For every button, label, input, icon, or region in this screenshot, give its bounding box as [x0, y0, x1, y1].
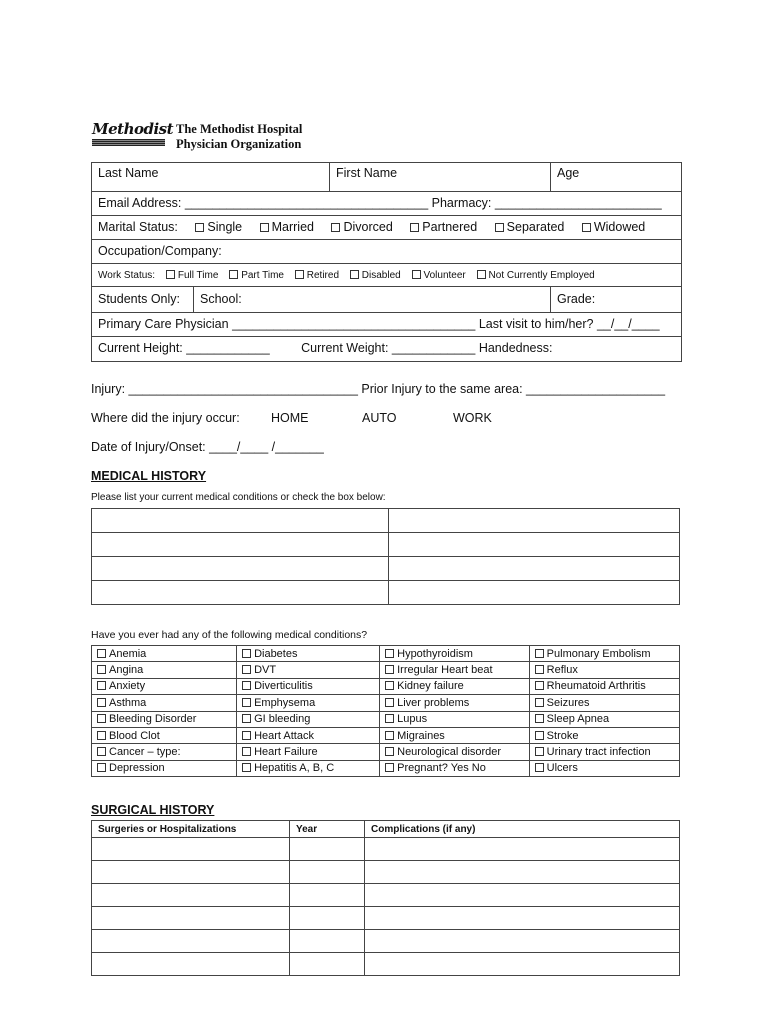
checkbox-icon[interactable]	[535, 763, 544, 772]
table-row	[92, 930, 680, 953]
complications-cell[interactable]	[365, 953, 680, 976]
checkbox-icon[interactable]	[535, 714, 544, 723]
condition-row	[92, 678, 680, 694]
checkbox-icon[interactable]	[535, 665, 544, 674]
condition-option[interactable]	[237, 695, 380, 711]
medical-history-instruction: Please list your current medical conditions or check the box below:	[91, 492, 386, 503]
condition-option[interactable]	[237, 646, 380, 662]
logo-org-line2: Physician Organization	[176, 137, 302, 151]
year-cell[interactable]	[290, 907, 365, 930]
height-field[interactable]: Current Height: ____________	[98, 341, 270, 355]
students-only-label: Students Only:	[98, 292, 180, 306]
marital-option-partnered[interactable]: Partnered	[410, 220, 477, 234]
year-cell[interactable]	[290, 884, 365, 907]
marital-option-married[interactable]: Married	[260, 220, 314, 234]
year-cell[interactable]	[290, 838, 365, 861]
complications-cell[interactable]	[365, 861, 680, 884]
logo-org-line1: The Methodist Hospital	[176, 122, 303, 136]
marital-option-divorced[interactable]: Divorced	[331, 220, 392, 234]
checkbox-icon[interactable]	[97, 698, 106, 707]
checkbox-icon[interactable]	[166, 270, 175, 279]
condition-label: Reflux	[546, 664, 578, 677]
condition-label: Urinary tract infection	[546, 746, 651, 759]
condition-row	[92, 727, 680, 743]
condition-option[interactable]	[237, 727, 380, 743]
condition-label: Migraines	[397, 729, 445, 742]
condition-label: Sleep Apnea	[546, 713, 610, 726]
condition-row	[92, 760, 680, 776]
checkbox-icon[interactable]	[242, 665, 251, 674]
condition-label: Cancer – type:	[109, 746, 181, 759]
checkbox-icon[interactable]	[229, 270, 238, 279]
checkbox-icon[interactable]	[242, 747, 251, 756]
last-name-field[interactable]: Last Name	[98, 166, 159, 180]
table-row	[92, 581, 680, 605]
first-name-field[interactable]: First Name	[329, 163, 550, 191]
condition-cell[interactable]	[389, 509, 680, 533]
column-header-year: Year	[290, 821, 365, 838]
weight-handedness-field[interactable]: Current Weight: ____________ Handedness:	[301, 341, 553, 355]
condition-label: GI bleeding	[254, 713, 311, 726]
condition-label: Pulmonary Embolism	[546, 647, 651, 660]
condition-option[interactable]	[529, 678, 679, 694]
location-auto[interactable]: AUTO	[362, 411, 397, 425]
checkbox-icon[interactable]	[410, 223, 419, 232]
surgical-history-table	[91, 820, 680, 976]
condition-option[interactable]	[380, 695, 530, 711]
checkbox-icon[interactable]	[412, 270, 421, 279]
condition-label: DVT	[254, 664, 277, 677]
marital-option-separated[interactable]: Separated	[495, 220, 565, 234]
location-home[interactable]: HOME	[271, 411, 309, 425]
condition-option[interactable]	[92, 678, 237, 694]
checkbox-icon[interactable]	[195, 223, 204, 232]
name-row	[92, 163, 681, 192]
condition-option[interactable]	[92, 695, 237, 711]
surgical-history-title: SURGICAL HISTORY	[91, 803, 215, 817]
checkbox-icon[interactable]	[242, 698, 251, 707]
checkbox-icon[interactable]	[535, 698, 544, 707]
checkbox-icon[interactable]	[331, 223, 340, 232]
complications-cell[interactable]	[365, 907, 680, 930]
condition-option[interactable]	[380, 711, 530, 727]
condition-cell[interactable]	[92, 557, 389, 581]
logo-org-name	[176, 122, 302, 152]
condition-label: Emphysema	[254, 696, 316, 709]
condition-option[interactable]	[529, 646, 679, 662]
condition-option[interactable]	[237, 711, 380, 727]
checkbox-icon[interactable]	[242, 763, 251, 772]
logo-brand: Methodist	[92, 120, 174, 138]
checkbox-icon[interactable]	[97, 665, 106, 674]
table-row	[92, 861, 680, 884]
checkbox-icon[interactable]	[535, 731, 544, 740]
conditions-checklist	[91, 645, 680, 777]
condition-cell[interactable]	[389, 557, 680, 581]
condition-option[interactable]	[380, 662, 530, 678]
condition-cell[interactable]	[92, 509, 389, 533]
table-row	[92, 907, 680, 930]
current-conditions-table	[91, 508, 680, 605]
surgery-cell[interactable]	[92, 861, 290, 884]
checkbox-icon[interactable]	[97, 649, 106, 658]
work-status-row	[92, 264, 681, 287]
condition-label: Stroke	[546, 729, 579, 742]
checkbox-icon[interactable]	[385, 731, 394, 740]
complications-cell[interactable]	[365, 838, 680, 861]
condition-label: Irregular Heart beat	[397, 664, 493, 677]
surgery-cell[interactable]	[92, 953, 290, 976]
condition-label: Diabetes	[254, 647, 298, 660]
condition-label: Neurological disorder	[397, 746, 502, 759]
condition-label: Asthma	[109, 696, 147, 709]
students-row	[92, 287, 681, 313]
checkbox-icon[interactable]	[97, 747, 106, 756]
checkbox-icon[interactable]	[97, 763, 106, 772]
condition-row	[92, 711, 680, 727]
condition-option[interactable]	[529, 711, 679, 727]
pcp-row[interactable]: Primary Care Physician ___________________________________ Last visit to him/her? __/__/____	[92, 313, 681, 337]
condition-option[interactable]	[237, 760, 380, 776]
year-cell[interactable]	[290, 861, 365, 884]
injury-date-line[interactable]: Date of Injury/Onset: ____/____ /_______	[91, 440, 324, 454]
condition-label: Diverticulitis	[254, 680, 313, 693]
table-row	[92, 838, 680, 861]
condition-row	[92, 695, 680, 711]
location-work[interactable]: WORK	[453, 411, 492, 425]
condition-option[interactable]	[380, 760, 530, 776]
grade-field[interactable]: Grade:	[550, 287, 681, 312]
table-row	[92, 533, 680, 557]
checkbox-icon[interactable]	[385, 665, 394, 674]
condition-option[interactable]	[380, 646, 530, 662]
checkbox-icon[interactable]	[582, 223, 591, 232]
work-option-disabled[interactable]: Disabled	[350, 270, 401, 281]
condition-row	[92, 744, 680, 760]
condition-label: Hepatitis A, B, C	[254, 762, 335, 775]
condition-cell[interactable]	[389, 581, 680, 605]
checkbox-icon[interactable]	[260, 223, 269, 232]
hospital-logo	[92, 120, 312, 152]
checkbox-icon[interactable]	[495, 223, 504, 232]
complications-cell[interactable]	[365, 930, 680, 953]
table-header-row	[92, 821, 680, 838]
condition-option[interactable]	[92, 662, 237, 678]
checkbox-icon[interactable]	[350, 270, 359, 279]
work-option-volunteer[interactable]: Volunteer	[412, 270, 466, 281]
condition-option[interactable]	[529, 760, 679, 776]
work-option-part-time[interactable]: Part Time	[229, 270, 284, 281]
surgery-cell[interactable]	[92, 884, 290, 907]
condition-option[interactable]	[529, 662, 679, 678]
marital-option-single[interactable]: Single	[195, 220, 242, 234]
checkbox-icon[interactable]	[97, 731, 106, 740]
age-field[interactable]: Age	[550, 163, 681, 191]
condition-option[interactable]	[380, 744, 530, 760]
condition-label: Heart Failure	[254, 746, 318, 759]
work-option-not-employed[interactable]: Not Currently Employed	[477, 270, 595, 281]
checkbox-icon[interactable]	[242, 681, 251, 690]
occupation-row[interactable]: Occupation/Company:	[92, 240, 681, 264]
condition-option[interactable]	[92, 744, 237, 760]
condition-option[interactable]	[92, 646, 237, 662]
condition-option[interactable]	[529, 744, 679, 760]
condition-label: Lupus	[397, 713, 428, 726]
condition-label: Anxiety	[109, 680, 146, 693]
work-option-full-time[interactable]: Full Time	[166, 270, 219, 281]
checkbox-icon[interactable]	[97, 714, 106, 723]
year-cell[interactable]	[290, 930, 365, 953]
injury-line[interactable]: Injury: _________________________________ Prior Injury to the same area: ____________________	[91, 382, 666, 396]
checkbox-icon[interactable]	[385, 747, 394, 756]
table-row	[92, 884, 680, 907]
work-status-label: Work Status:	[98, 270, 156, 281]
surgery-cell[interactable]	[92, 907, 290, 930]
email-pharmacy-row[interactable]: Email Address: ___________________________________ Pharmacy: ________________________	[92, 192, 681, 216]
condition-label: Kidney failure	[397, 680, 464, 693]
work-option-retired[interactable]: Retired	[295, 270, 339, 281]
checkbox-icon[interactable]	[477, 270, 486, 279]
condition-label: Blood Clot	[109, 729, 160, 742]
condition-cell[interactable]	[92, 581, 389, 605]
condition-label: Hypothyroidism	[397, 647, 473, 660]
condition-label: Pregnant? Yes No	[397, 762, 486, 775]
injury-location-question: Where did the injury occur:	[91, 411, 240, 425]
surgery-cell[interactable]	[92, 930, 290, 953]
condition-option[interactable]	[92, 711, 237, 727]
condition-cell[interactable]	[92, 533, 389, 557]
checkbox-icon[interactable]	[535, 649, 544, 658]
column-header-complications: Complications (if any)	[365, 821, 680, 838]
condition-option[interactable]	[529, 727, 679, 743]
condition-label: Liver problems	[397, 696, 470, 709]
complications-cell[interactable]	[365, 884, 680, 907]
condition-row	[92, 662, 680, 678]
table-row	[92, 509, 680, 533]
condition-label: Rheumatoid Arthritis	[546, 680, 646, 693]
marital-option-widowed[interactable]: Widowed	[582, 220, 645, 234]
condition-option[interactable]	[237, 678, 380, 694]
year-cell[interactable]	[290, 953, 365, 976]
condition-label: Bleeding Disorder	[109, 713, 197, 726]
condition-option[interactable]	[237, 662, 380, 678]
checkbox-icon[interactable]	[535, 681, 544, 690]
marital-status-row	[92, 216, 681, 240]
condition-row	[92, 646, 680, 662]
condition-option[interactable]	[380, 727, 530, 743]
surgery-cell[interactable]	[92, 838, 290, 861]
checkbox-icon[interactable]	[385, 763, 394, 772]
condition-option[interactable]	[92, 727, 237, 743]
table-row	[92, 953, 680, 976]
table-row	[92, 557, 680, 581]
condition-cell[interactable]	[389, 533, 680, 557]
school-field[interactable]: School:	[193, 287, 550, 312]
medical-history-title: MEDICAL HISTORY	[91, 469, 207, 483]
logo-stripe	[92, 139, 165, 146]
checkbox-icon[interactable]	[242, 649, 251, 658]
condition-label: Anemia	[109, 647, 147, 660]
checkbox-icon[interactable]	[295, 270, 304, 279]
conditions-question: Have you ever had any of the following medical conditions?	[91, 629, 368, 641]
condition-label: Angina	[109, 664, 144, 677]
condition-label: Seizures	[546, 696, 590, 709]
condition-option[interactable]	[92, 760, 237, 776]
checkbox-icon[interactable]	[97, 681, 106, 690]
condition-option[interactable]	[529, 695, 679, 711]
checkbox-icon[interactable]	[385, 681, 394, 690]
checkbox-icon[interactable]	[242, 714, 251, 723]
condition-label: Heart Attack	[254, 729, 314, 742]
condition-label: Depression	[109, 762, 165, 775]
demographics-box	[91, 162, 682, 362]
condition-option[interactable]	[237, 744, 380, 760]
marital-status-label: Marital Status:	[98, 220, 178, 234]
column-header-surgeries: Surgeries or Hospitalizations	[92, 821, 290, 838]
checkbox-icon[interactable]	[385, 698, 394, 707]
checkbox-icon[interactable]	[385, 714, 394, 723]
checkbox-icon[interactable]	[535, 747, 544, 756]
condition-option[interactable]	[380, 678, 530, 694]
checkbox-icon[interactable]	[385, 649, 394, 658]
condition-label: Ulcers	[546, 762, 578, 775]
checkbox-icon[interactable]	[242, 731, 251, 740]
height-weight-row	[92, 337, 681, 361]
